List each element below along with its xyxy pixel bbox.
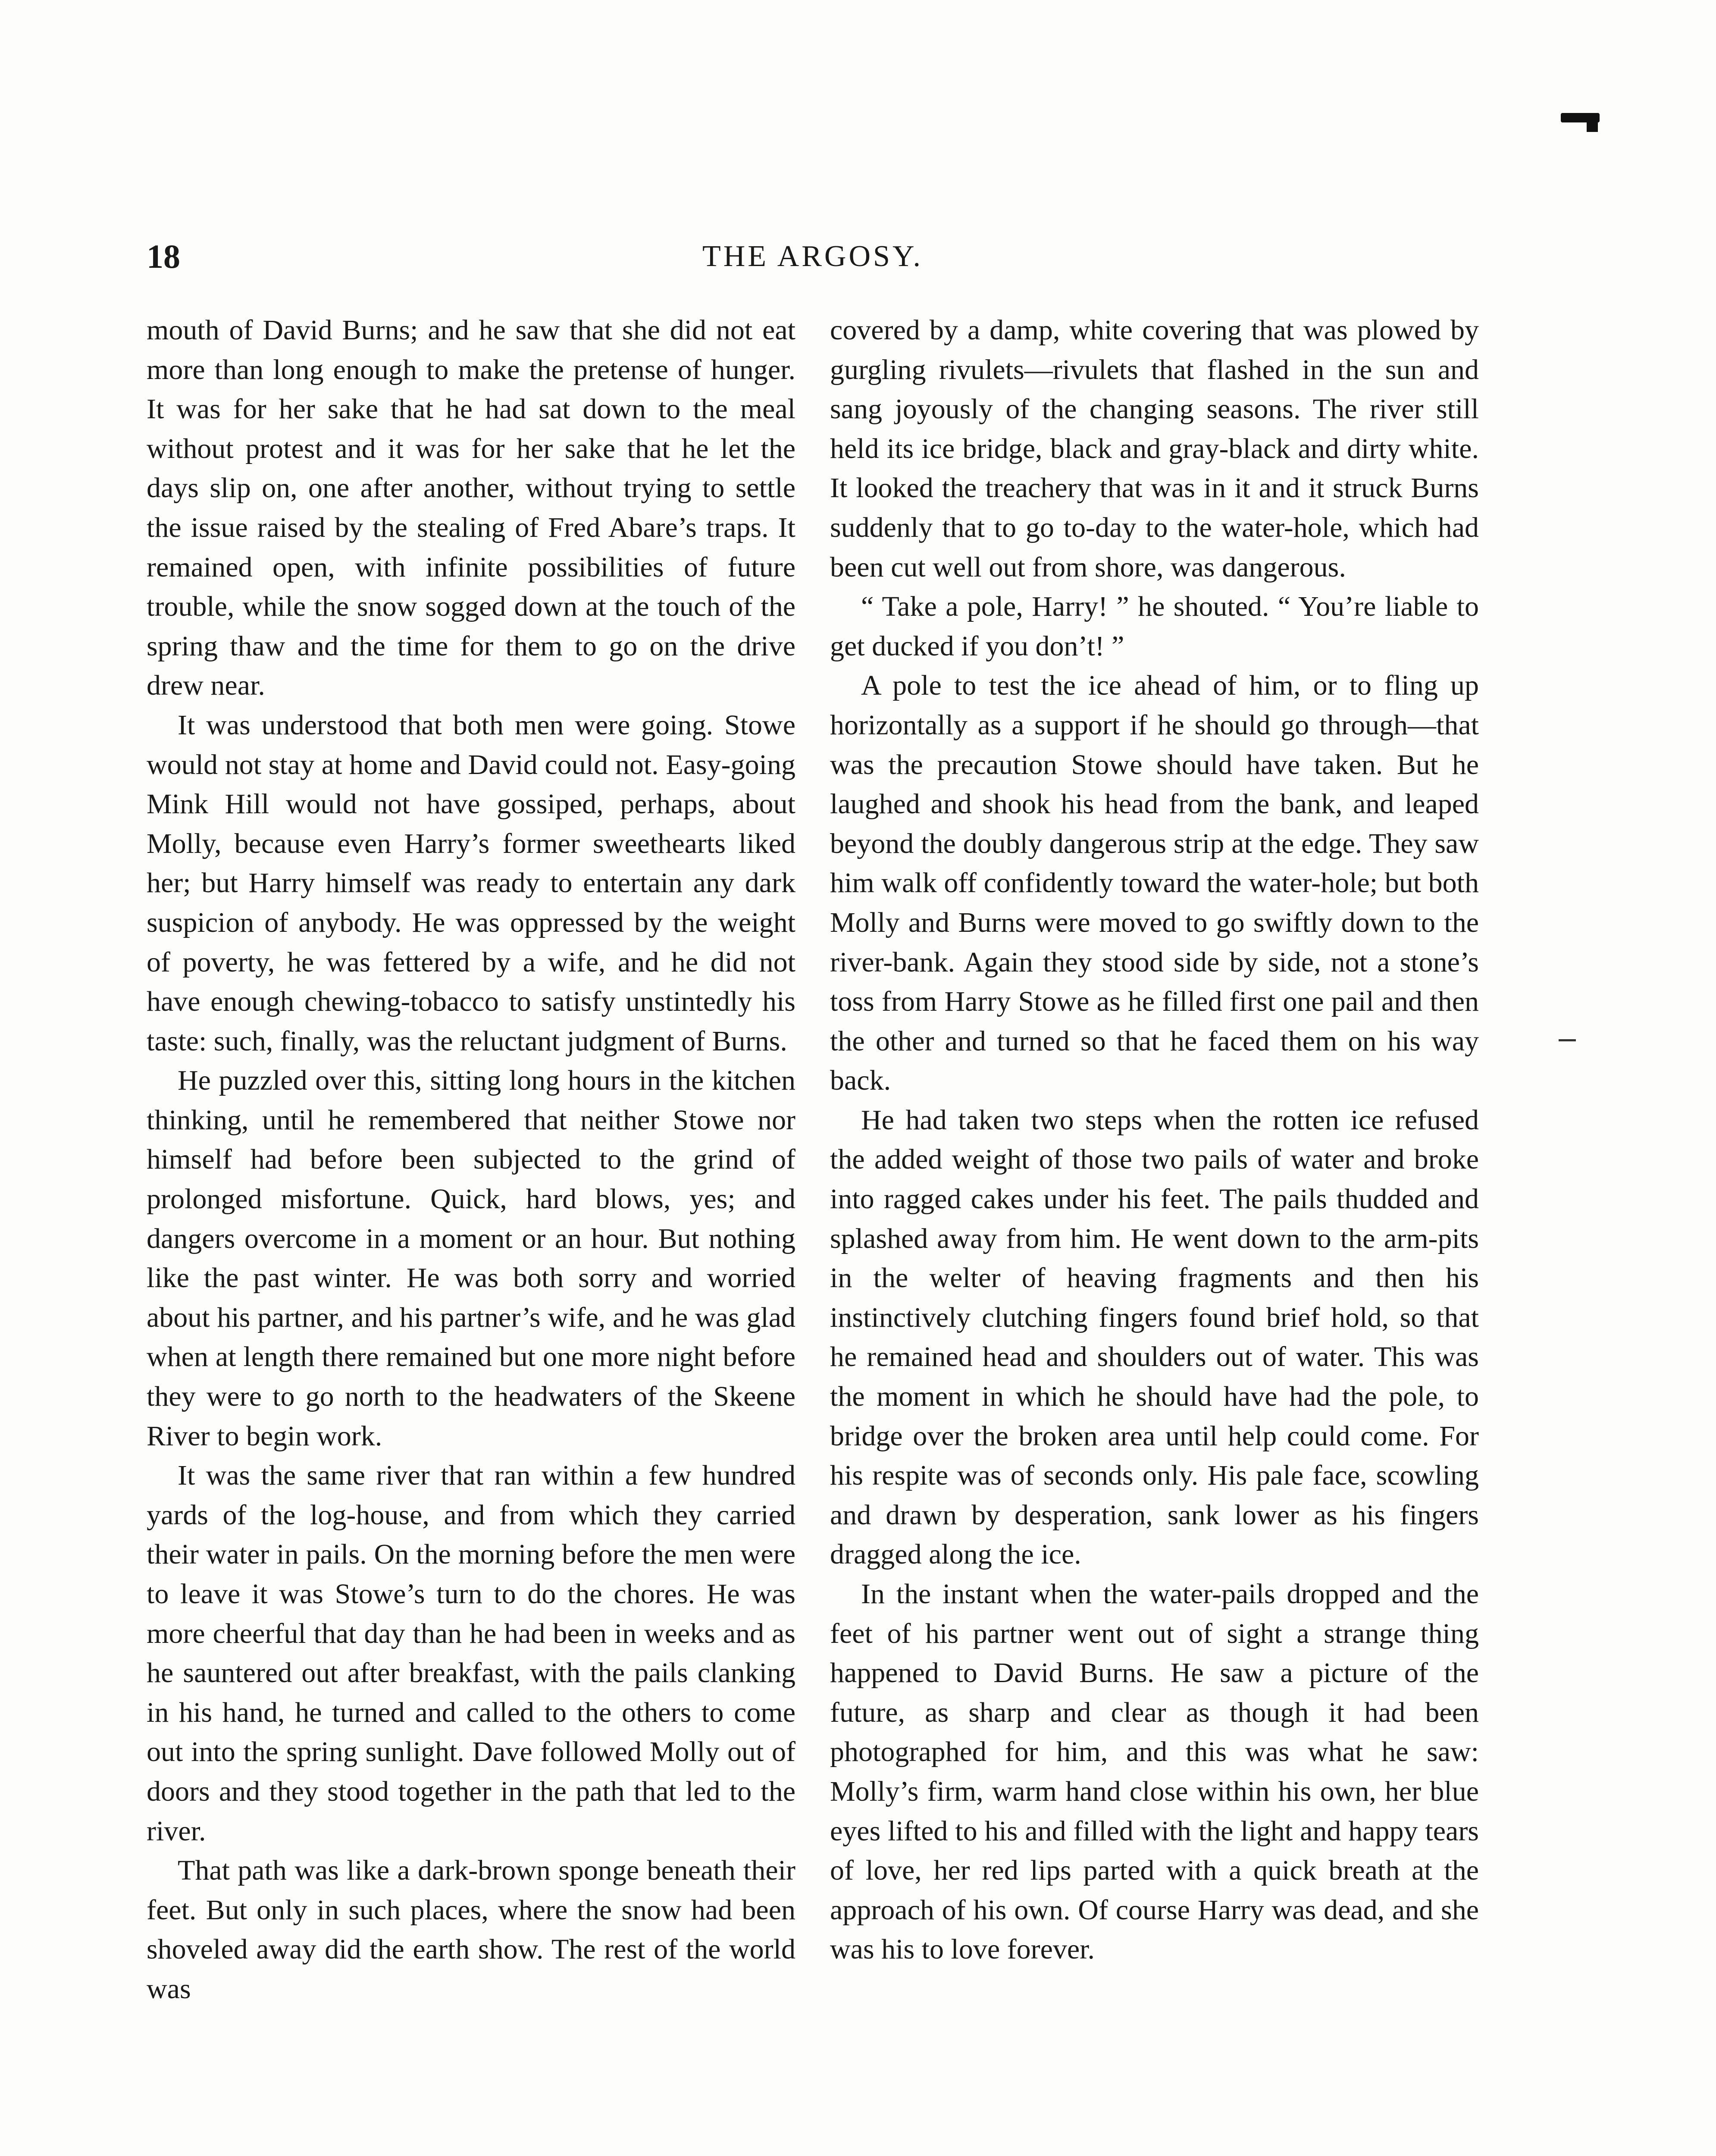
paragraph: covered by a damp, white covering that was plowed by gurgling rivulets—rivulets that flashed in the sun and sang joyously of the changing seasons. The river still held its ice bridge, black and gray-black and dirty white. It looked the treachery that was in it and it struck Burns suddenly that to go to-day to the water-hole, which had been cut well out from shore, was dangerous. (830, 314, 1479, 583)
ink-smudge-mark (1561, 113, 1600, 122)
paragraph: It was the same river that ran within a few hundred yards of the log-house, and from which they carried their water in pails. On the morning before the men were to leave it was Stowe’s turn to do the chores. He was more cheerful that day than he had been in weeks and as he sauntered out after breakfast, with the pails clanking in his hand, he turned and called to the others to come out into the spring sunlight. Dave followed Molly out of doors and they stood together in the path that led to the river. (147, 1460, 795, 1847)
page-header (147, 235, 1479, 282)
paragraph: That path was like a dark-brown sponge beneath their feet. But only in such places, where the snow had been shoveled away did the earth show. The rest of the world was (147, 1855, 795, 2005)
paragraph: A pole to test the ice ahead of him, or to fling up horizontally as a support if he should go through—that was the precaution Stowe should have taken. But he laughed and shook his head from the bank, and leaped beyond the doubly dangerous strip at the edge. They saw him walk off confidently toward the water-hole; but both Molly and Burns were moved to go swiftly down to the river-bank. Again they stood side by side, not a stone’s toss from Harry Stowe as he filled first one pail and then the other and turned so that he faced them on his way back. (830, 670, 1479, 1097)
running-head-title: THE ARGOSY. (702, 240, 923, 273)
paragraph: He had taken two steps when the rotten ice refused the added weight of those two pails of water and broke into ragged cakes under his feet. The pails thudded and splashed away from him. He went down to the arm-pits in the welter of heaving fragments and then his instinctively clutching fingers found brief hold, so that he remained head and shoulders out of water. This was the moment in which he should have had the pole, to bridge over the broken area until help could come. For his respite was of seconds only. His pale face, scowling and drawn by desperation, sank lower as his fingers dragged along the ice. (830, 1104, 1479, 1570)
left-column (147, 310, 795, 2009)
paragraph: He puzzled over this, sitting long hours in the kitchen thinking, until he remembered that neither Stowe nor himself had before been subjected to the grind of prolonged misfortune. Quick, hard blows, yes; and dangers overcome in a moment or an hour. But nothing like the past winter. He was both sorry and worried about his partner, and his partner’s wife, and he was glad when at length there remained but one more night before they were to go north to the headwaters of the Skeene River to begin work. (147, 1065, 795, 1452)
paragraph: “ Take a pole, Harry! ” he shouted. “ You’re liable to get ducked if you don’t! ” (830, 591, 1479, 662)
margin-dash-mark (1559, 1039, 1576, 1041)
paragraph: In the instant when the water-pails dropped and the feet of his partner went out of sight a strange thing happened to David Burns. He saw a picture of the future, as sharp and clear as though it had been photographed for him, and this was what he saw: Molly’s firm, warm hand close within his own, her blue eyes lifted to his and filled with the light and happy tears of love, her red lips parted with a quick breath at the approach of his own. Of course Harry was dead, and she was his to love forever. (830, 1578, 1479, 1965)
page-number: 18 (147, 238, 180, 275)
paragraph: It was understood that both men were going. Stowe would not stay at home and David could not. Easy-going Mink Hill would not have gossiped, perhaps, about Molly, because even Harry’s former sweethearts liked her; but Harry himself was ready to entertain any dark suspicion of anybody. He was oppressed by the weight of poverty, he was fettered by a wife, and he did not have enough chewing-tobacco to satisfy unstintedly his taste: such, finally, was the reluctant judgment of Burns. (147, 709, 795, 1057)
right-column (830, 310, 1479, 1969)
paragraph: mouth of David Burns; and he saw that she did not eat more than long enough to make the pretense of hunger. It was for her sake that he had sat down to the meal without protest and it was for her sake that he let the days slip on, one after another, without trying to settle the issue raised by the stealing of Fred Abare’s traps. It remained open, with infinite possibilities of future trouble, while the snow sogged down at the touch of the spring thaw and the time for them to go on the drive drew near. (147, 314, 795, 702)
